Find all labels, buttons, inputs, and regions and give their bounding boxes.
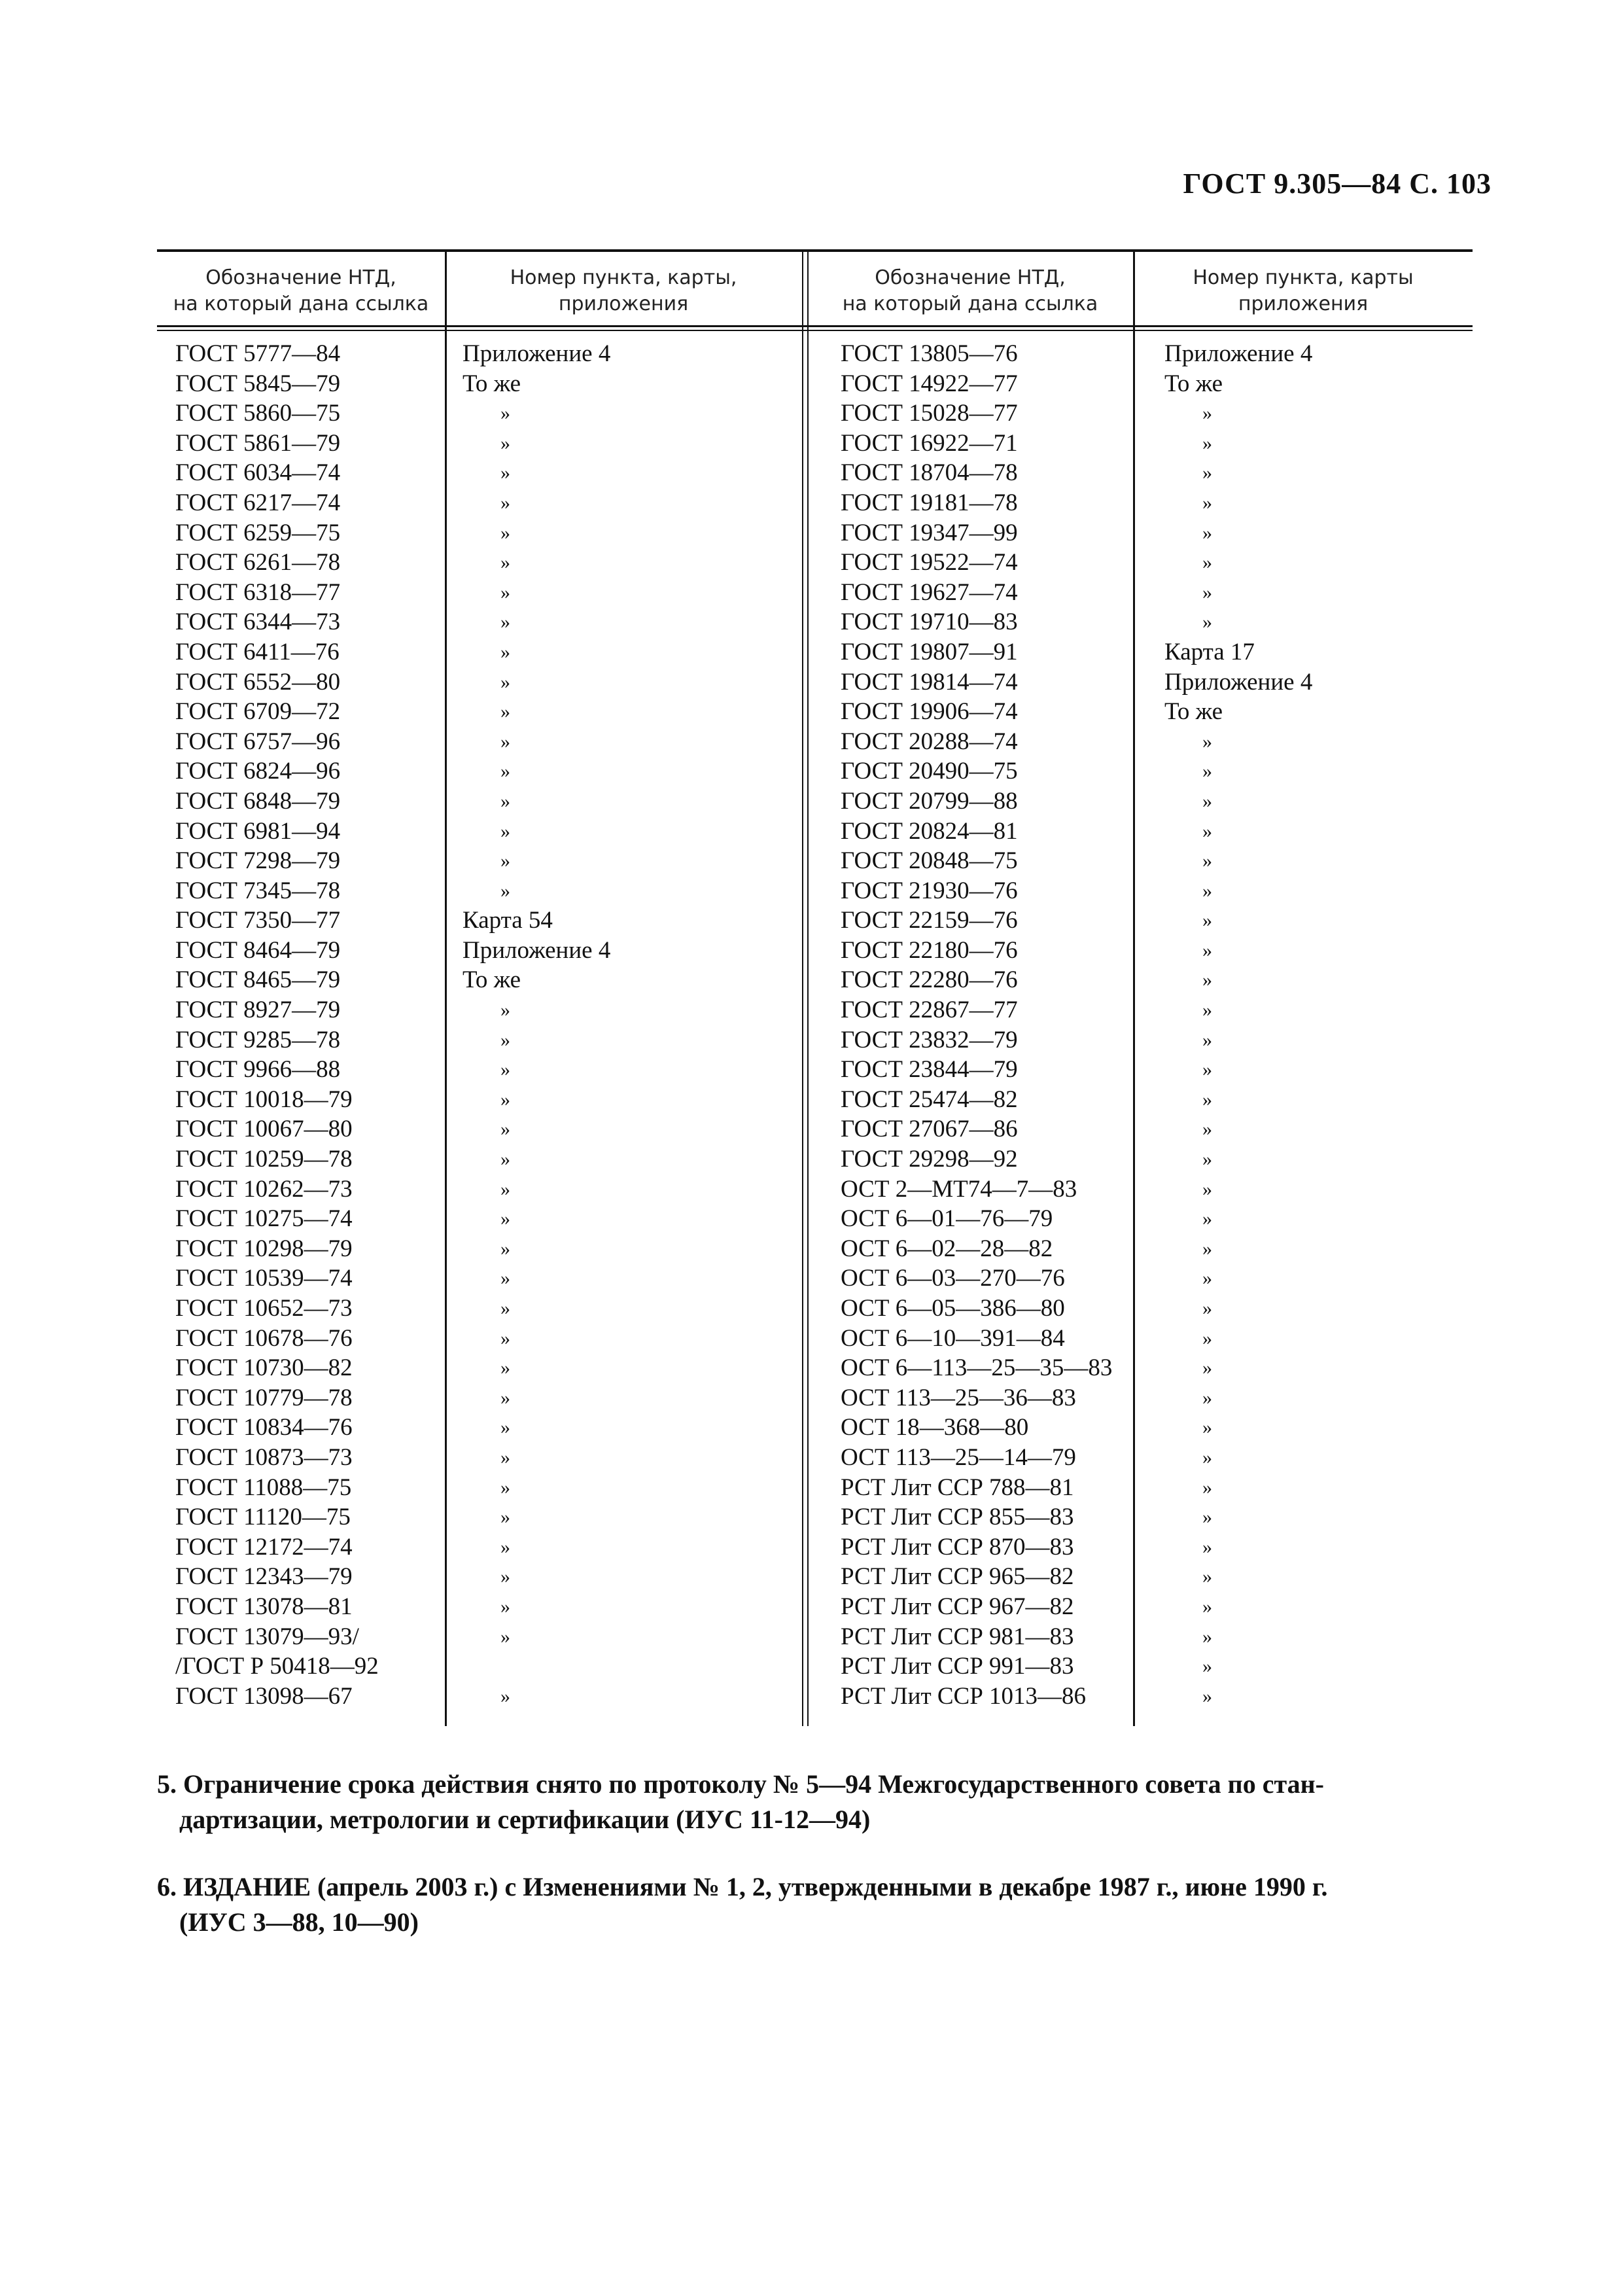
reference-cell: » bbox=[500, 1536, 510, 1558]
document-cell: ГОСТ 5861—79 bbox=[175, 429, 341, 457]
reference-cell: Приложение 4 bbox=[462, 340, 611, 367]
document-cell: ОСТ 2—МТ74—7—83 bbox=[841, 1175, 1077, 1203]
reference-cell: Карта 17 bbox=[1164, 638, 1255, 665]
reference-cell: » bbox=[1202, 1536, 1212, 1558]
reference-cell: » bbox=[500, 730, 510, 752]
document-cell: ГОСТ 22180—76 bbox=[841, 936, 1018, 964]
document-cell: ГОСТ 19710—83 bbox=[841, 609, 1018, 636]
document-cell: ГОСТ 10730—82 bbox=[175, 1354, 353, 1382]
table-header-rule-second bbox=[157, 330, 1473, 331]
reference-cell: » bbox=[500, 999, 510, 1021]
note-text: дартизации, метрологии и сертификации (ИУС 11-12—94) bbox=[179, 1805, 871, 1834]
document-cell: ГОСТ 6709—72 bbox=[175, 698, 341, 726]
reference-cell: » bbox=[500, 1595, 510, 1617]
column-header-label: Номер пункта, карты приложения bbox=[1193, 266, 1414, 315]
reference-cell bbox=[462, 1651, 799, 1682]
reference-cell: » bbox=[500, 1685, 510, 1707]
document-cell: ГОСТ 6344—73 bbox=[175, 609, 341, 636]
document-cell: ГОСТ 19627—74 bbox=[841, 578, 1018, 606]
document-cell: ОСТ 6—02—28—82 bbox=[841, 1235, 1053, 1262]
document-cell: ГОСТ 12343—79 bbox=[175, 1563, 353, 1591]
document-cell: ГОСТ 10873—73 bbox=[175, 1443, 353, 1471]
document-cell: ОСТ 6—01—76—79 bbox=[841, 1205, 1053, 1233]
document-cell: ГОСТ 5845—79 bbox=[175, 370, 341, 397]
document-cell: ГОСТ 15028—77 bbox=[841, 400, 1018, 427]
left-reference-column bbox=[462, 339, 799, 1711]
document-cell: РСТ Лит ССР 965—82 bbox=[841, 1563, 1074, 1591]
reference-cell: » bbox=[500, 879, 510, 902]
reference-cell: » bbox=[1202, 910, 1212, 932]
reference-cell: » bbox=[1202, 1088, 1212, 1110]
reference-cell: » bbox=[1202, 1595, 1212, 1617]
reference-cell: » bbox=[500, 611, 510, 633]
reference-cell: » bbox=[500, 1148, 510, 1171]
document-cell: ГОСТ 6824—96 bbox=[175, 758, 341, 785]
document-cell: /ГОСТ Р 50418—92 bbox=[175, 1653, 379, 1680]
document-cell: ГОСТ 6411—76 bbox=[175, 638, 340, 665]
document-cell: ГОСТ 8464—79 bbox=[175, 936, 341, 964]
document-cell: ГОСТ 6318—77 bbox=[175, 578, 341, 606]
reference-cell: » bbox=[500, 1327, 510, 1349]
document-cell: ГОСТ 29298—92 bbox=[841, 1146, 1018, 1173]
table-header-rule bbox=[157, 325, 1473, 327]
reference-cell: » bbox=[500, 552, 510, 574]
document-cell: ГОСТ 6217—74 bbox=[175, 489, 341, 516]
reference-cell: » bbox=[1202, 1685, 1212, 1707]
reference-cell: » bbox=[500, 1298, 510, 1319]
reference-cell: » bbox=[500, 1237, 510, 1260]
note-text: (ИУС 3—88, 10—90) bbox=[179, 1907, 419, 1937]
document-cell: ГОСТ 5777—84 bbox=[175, 340, 341, 367]
reference-cell: » bbox=[1202, 611, 1212, 633]
reference-cell: » bbox=[1202, 1357, 1212, 1379]
reference-cell: » bbox=[1202, 462, 1212, 484]
document-cell: ГОСТ 6848—79 bbox=[175, 787, 341, 815]
table-center-divider-second bbox=[807, 249, 809, 1726]
document-cell: РСТ Лит ССР 1013—86 bbox=[841, 1682, 1087, 1710]
document-cell: ОСТ 18—368—80 bbox=[841, 1414, 1029, 1441]
document-cell: ГОСТ 19814—74 bbox=[841, 668, 1018, 696]
reference-cell: » bbox=[500, 850, 510, 872]
reference-cell: » bbox=[1202, 1446, 1212, 1468]
table-top-rule bbox=[157, 249, 1473, 252]
note-5 bbox=[157, 1767, 1478, 1837]
document-cell: ГОСТ 10652—73 bbox=[175, 1295, 353, 1322]
reference-cell: » bbox=[500, 1566, 510, 1588]
reference-cell: » bbox=[500, 1357, 510, 1379]
note-6 bbox=[157, 1869, 1478, 1940]
reference-cell: » bbox=[1202, 1148, 1212, 1171]
column-header-label: Обозначение НТД, на который дана ссылка bbox=[842, 266, 1098, 315]
document-cell: ГОСТ 13098—67 bbox=[175, 1682, 353, 1710]
reference-cell: » bbox=[1202, 1298, 1212, 1319]
reference-cell: » bbox=[500, 1118, 510, 1140]
reference-cell: » bbox=[1202, 1029, 1212, 1051]
document-cell: ГОСТ 10539—74 bbox=[175, 1265, 353, 1292]
document-cell: ГОСТ 16922—71 bbox=[841, 429, 1018, 457]
reference-cell: » bbox=[1202, 790, 1212, 812]
reference-cell: » bbox=[500, 1088, 510, 1110]
reference-cell: » bbox=[1202, 402, 1212, 425]
document-cell: ГОСТ 6757—96 bbox=[175, 728, 341, 755]
document-cell: ГОСТ 9285—78 bbox=[175, 1026, 341, 1053]
reference-cell: Приложение 4 bbox=[462, 936, 611, 964]
document-cell: ГОСТ 20799—88 bbox=[841, 787, 1018, 815]
reference-cell: » bbox=[500, 1417, 510, 1439]
right-document-column bbox=[841, 339, 1132, 1711]
document-cell: ГОСТ 10259—78 bbox=[175, 1146, 353, 1173]
reference-cell: » bbox=[500, 1386, 510, 1409]
column-header-document bbox=[810, 258, 1130, 324]
reference-cell: Приложение 4 bbox=[1164, 668, 1313, 696]
document-cell: РСТ Лит ССР 967—82 bbox=[841, 1593, 1074, 1620]
reference-cell: Приложение 4 bbox=[1164, 340, 1313, 367]
reference-cell: » bbox=[1202, 820, 1212, 842]
column-header-label: Обозначение НТД, на который дана ссылка bbox=[173, 266, 429, 315]
reference-cell: » bbox=[1202, 760, 1212, 783]
reference-cell: » bbox=[500, 1267, 510, 1290]
reference-cell: » bbox=[1202, 1327, 1212, 1349]
document-cell: ГОСТ 10779—78 bbox=[175, 1384, 353, 1411]
document-cell: ГОСТ 13079—93/ bbox=[175, 1623, 359, 1650]
document-cell: ГОСТ 6552—80 bbox=[175, 668, 341, 696]
document-cell: РСТ Лит ССР 788—81 bbox=[841, 1474, 1074, 1501]
reference-cell: » bbox=[1202, 491, 1212, 514]
reference-cell: » bbox=[1202, 1566, 1212, 1588]
page-title: ГОСТ 9.305—84 С. 103 bbox=[1183, 168, 1492, 200]
reference-cell: » bbox=[500, 462, 510, 484]
note-text: 6. ИЗДАНИЕ (апрель 2003 г.) с Изменениями № 1, 2, утвержденными в декабре 1987 г., июне 1990 г. bbox=[157, 1872, 1328, 1901]
reference-cell: » bbox=[1202, 879, 1212, 902]
left-document-column bbox=[175, 339, 444, 1711]
document-cell: ГОСТ 10067—80 bbox=[175, 1116, 353, 1143]
reference-cell: » bbox=[1202, 1506, 1212, 1528]
column-header-reference bbox=[447, 258, 799, 324]
reference-cell: » bbox=[1202, 1625, 1212, 1648]
reference-cell: » bbox=[1202, 1208, 1212, 1230]
reference-cell: » bbox=[500, 760, 510, 783]
note-text: 5. Ограничение срока действия снято по протоколу № 5—94 Межгосударственного совета по стан- bbox=[157, 1769, 1324, 1799]
document-cell: ГОСТ 21930—76 bbox=[841, 877, 1018, 904]
document-cell: ГОСТ 19522—74 bbox=[841, 549, 1018, 576]
reference-cell: » bbox=[1202, 552, 1212, 574]
reference-cell: То же bbox=[1164, 698, 1223, 726]
reference-cell: » bbox=[500, 641, 510, 663]
document-cell: ГОСТ 11120—75 bbox=[175, 1504, 351, 1531]
document-cell: ГОСТ 6259—75 bbox=[175, 519, 341, 546]
reference-cell: » bbox=[500, 1625, 510, 1648]
reference-cell: » bbox=[500, 1208, 510, 1230]
document-cell: РСТ Лит ССР 870—83 bbox=[841, 1533, 1074, 1561]
document-cell: ГОСТ 8465—79 bbox=[175, 966, 341, 994]
reference-cell: » bbox=[1202, 521, 1212, 544]
reference-cell: » bbox=[1202, 850, 1212, 872]
table-column-divider bbox=[1133, 249, 1135, 1726]
document-cell: ГОСТ 22159—76 bbox=[841, 907, 1018, 934]
document-cell: ГОСТ 10018—79 bbox=[175, 1086, 353, 1113]
document-cell: ГОСТ 12172—74 bbox=[175, 1533, 353, 1561]
document-cell: ГОСТ 25474—82 bbox=[841, 1086, 1018, 1113]
table-column-divider bbox=[445, 249, 447, 1726]
document-cell: ГОСТ 7345—78 bbox=[175, 877, 341, 904]
document-cell: ГОСТ 10834—76 bbox=[175, 1414, 353, 1441]
column-header-reference bbox=[1136, 258, 1471, 324]
document-cell: ОСТ 6—10—391—84 bbox=[841, 1324, 1065, 1352]
right-reference-column bbox=[1164, 339, 1471, 1711]
document-cell: ОСТ 6—05—386—80 bbox=[841, 1295, 1065, 1322]
document-cell: ГОСТ 6261—78 bbox=[175, 549, 341, 576]
document-cell: ГОСТ 19181—78 bbox=[841, 489, 1018, 516]
document-cell: ГОСТ 23832—79 bbox=[841, 1026, 1018, 1053]
reference-cell: » bbox=[1202, 1178, 1212, 1200]
document-cell: ГОСТ 19807—91 bbox=[841, 638, 1018, 665]
reference-cell: » bbox=[500, 820, 510, 842]
document-cell: ОСТ 113—25—14—79 bbox=[841, 1443, 1076, 1471]
document-cell: ГОСТ 22280—76 bbox=[841, 966, 1018, 994]
reference-cell: » bbox=[1202, 432, 1212, 454]
reference-cell: » bbox=[1202, 999, 1212, 1021]
document-cell: ГОСТ 18704—78 bbox=[841, 459, 1018, 487]
table-center-divider bbox=[802, 249, 803, 1726]
reference-cell: То же bbox=[462, 370, 521, 397]
reference-cell: » bbox=[1202, 939, 1212, 961]
reference-cell: » bbox=[1202, 1059, 1212, 1081]
document-cell: ГОСТ 9966—88 bbox=[175, 1056, 341, 1084]
document-cell: ОСТ 6—03—270—76 bbox=[841, 1265, 1065, 1292]
document-cell: ГОСТ 13078—81 bbox=[175, 1593, 353, 1620]
document-cell: ГОСТ 22867—77 bbox=[841, 997, 1018, 1024]
reference-cell: То же bbox=[1164, 370, 1223, 397]
reference-cell: Карта 54 bbox=[462, 907, 553, 934]
document-cell: РСТ Лит ССР 981—83 bbox=[841, 1623, 1074, 1650]
document-cell: ГОСТ 13805—76 bbox=[841, 340, 1018, 367]
document-cell: ГОСТ 10298—79 bbox=[175, 1235, 353, 1262]
document-cell: ГОСТ 8927—79 bbox=[175, 997, 341, 1024]
reference-cell: » bbox=[1202, 1237, 1212, 1260]
document-cell: ГОСТ 7298—79 bbox=[175, 847, 341, 875]
document-cell: ГОСТ 19906—74 bbox=[841, 698, 1018, 726]
reference-cell: » bbox=[1202, 581, 1212, 603]
reference-cell: » bbox=[1202, 1417, 1212, 1439]
document-cell: ГОСТ 6034—74 bbox=[175, 459, 341, 487]
reference-cell: » bbox=[500, 402, 510, 425]
reference-cell: » bbox=[500, 1506, 510, 1528]
document-cell: ГОСТ 7350—77 bbox=[175, 907, 341, 934]
document-cell: ГОСТ 10678—76 bbox=[175, 1324, 353, 1352]
document-cell: ГОСТ 6981—94 bbox=[175, 817, 341, 845]
reference-cell: » bbox=[500, 491, 510, 514]
reference-cell: » bbox=[1202, 969, 1212, 991]
reference-cell: » bbox=[1202, 1655, 1212, 1678]
document-cell: РСТ Лит ССР 855—83 bbox=[841, 1504, 1074, 1531]
document-cell: ГОСТ 5860—75 bbox=[175, 400, 341, 427]
document-cell: ГОСТ 20490—75 bbox=[841, 758, 1018, 785]
reference-cell: » bbox=[500, 432, 510, 454]
document-cell: ГОСТ 20288—74 bbox=[841, 728, 1018, 755]
reference-cell: » bbox=[500, 1476, 510, 1498]
reference-cell: » bbox=[500, 1178, 510, 1200]
reference-cell: » bbox=[500, 521, 510, 544]
document-cell: ГОСТ 10262—73 bbox=[175, 1175, 353, 1203]
reference-cell: » bbox=[500, 581, 510, 603]
document-cell: ГОСТ 19347—99 bbox=[841, 519, 1018, 546]
document-cell: ГОСТ 23844—79 bbox=[841, 1056, 1018, 1084]
column-header-label: Номер пункта, карты, приложения bbox=[510, 266, 737, 315]
reference-cell: » bbox=[1202, 1476, 1212, 1498]
reference-cell: » bbox=[500, 1059, 510, 1081]
reference-cell: » bbox=[1202, 730, 1212, 752]
document-cell: ГОСТ 11088—75 bbox=[175, 1474, 352, 1501]
reference-cell: » bbox=[500, 1029, 510, 1051]
reference-cell: То же bbox=[462, 966, 521, 994]
document-cell: ГОСТ 20824—81 bbox=[841, 817, 1018, 845]
reference-cell: » bbox=[500, 790, 510, 812]
document-cell: ГОСТ 20848—75 bbox=[841, 847, 1018, 875]
document-cell: РСТ Лит ССР 991—83 bbox=[841, 1653, 1074, 1680]
reference-cell: » bbox=[500, 1446, 510, 1468]
reference-cell: » bbox=[1202, 1267, 1212, 1290]
document-cell: ОСТ 113—25—36—83 bbox=[841, 1384, 1076, 1411]
column-header-document bbox=[160, 258, 442, 324]
reference-cell: » bbox=[1202, 1386, 1212, 1409]
document-cell: ГОСТ 14922—77 bbox=[841, 370, 1018, 397]
document-cell: ГОСТ 27067—86 bbox=[841, 1116, 1018, 1143]
document-cell: ГОСТ 10275—74 bbox=[175, 1205, 353, 1233]
reference-cell: » bbox=[500, 701, 510, 723]
document-cell: ОСТ 6—113—25—35—83 bbox=[841, 1354, 1113, 1382]
reference-cell: » bbox=[1202, 1118, 1212, 1140]
reference-cell: » bbox=[500, 671, 510, 693]
